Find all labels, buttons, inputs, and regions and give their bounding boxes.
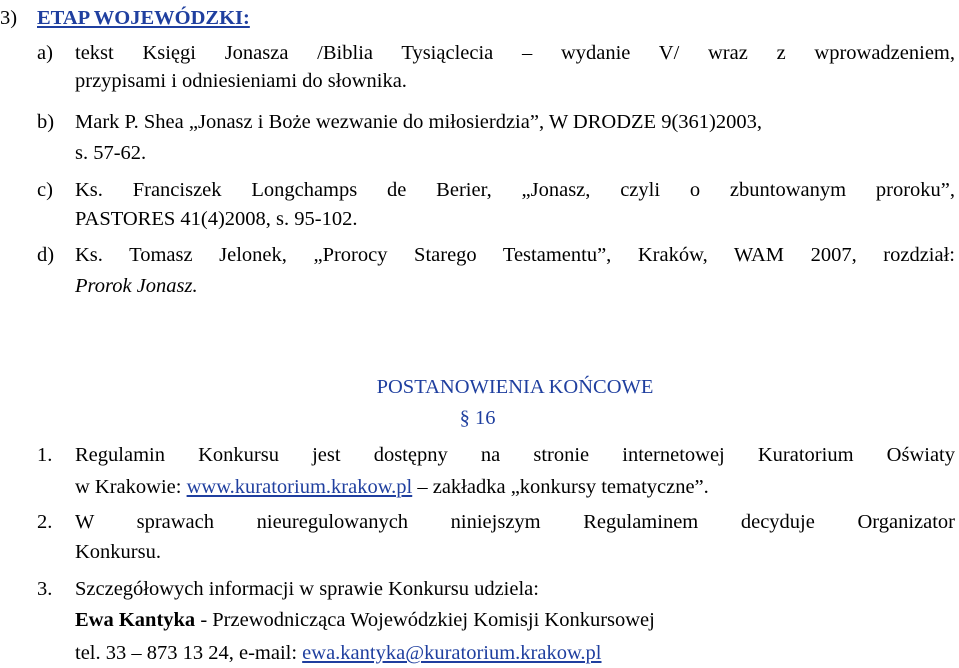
kuratorium-link[interactable]: www.kuratorium.krakow.pl: [186, 476, 413, 498]
contact-name: Ewa Kantyka: [75, 609, 196, 631]
item-a-line2: przypisami i odniesieniami do słownika.: [75, 70, 407, 92]
section-number: § 16: [459, 407, 496, 429]
provision-1-suffix: – zakładka „konkursy tematyczne”.: [412, 476, 709, 498]
item-label-d: d): [37, 244, 55, 266]
item-c-line2: PASTORES 41(4)2008, s. 95-102.: [75, 208, 358, 230]
provision-number-2: 2.: [37, 511, 53, 533]
contact-person: [75, 608, 655, 632]
item-d-line1: Ks. Tomasz Jelonek, „Prorocy Starego Testamentu”, Kraków, WAM 2007, rozdział:: [75, 244, 955, 266]
item-c-line1: Ks. Franciszek Longchamps de Berier, „Jonasz, czyli o zbuntowanym proroku”,: [75, 179, 955, 201]
contact-tel: tel. 33 – 873 13 24, e-mail:: [75, 642, 303, 664]
provision-number-3: 3.: [37, 578, 53, 600]
provision-3-line1: Szczegółowych informacji w sprawie Konkursu udziela:: [75, 578, 539, 600]
provision-2-line1: W sprawach nieuregulowanych niniejszym Regulaminem decyduje Organizator: [75, 511, 955, 533]
item-a-line1: tekst Księgi Jonasza /Biblia Tysiąclecia – wydanie V/ wraz z wprowadzeniem,: [75, 42, 955, 64]
stage-number: 3): [0, 7, 18, 29]
contact-role: - Przewodnicząca Wojewódzkiej Komisji Konkursowej: [195, 609, 655, 631]
contact-details: [75, 641, 602, 665]
item-label-c: c): [37, 179, 53, 201]
provision-1-prefix: w Krakowie:: [75, 476, 187, 498]
item-b-line2: s. 57-62.: [75, 142, 147, 164]
item-label-a: a): [37, 42, 53, 64]
provision-1-line1: Regulamin Konkursu jest dostępny na stronie internetowej Kuratorium Oświaty: [75, 444, 955, 466]
stage-title: ETAP WOJEWÓDZKI:: [37, 7, 250, 29]
provision-2-line2: Konkursu.: [75, 541, 161, 563]
final-heading: POSTANOWIENIA KOŃCOWE: [376, 376, 654, 398]
contact-email-link[interactable]: ewa.kantyka@kuratorium.krakow.pl: [302, 642, 602, 664]
provision-number-1: 1.: [37, 444, 53, 466]
item-d-line2: Prorok Jonasz.: [75, 275, 198, 297]
item-label-b: b): [37, 111, 55, 133]
provision-1-line2: [75, 475, 709, 499]
item-b-line1: Mark P. Shea „Jonasz i Boże wezwanie do miłosierdzia”, W DRODZE 9(361)2003,: [75, 111, 762, 133]
